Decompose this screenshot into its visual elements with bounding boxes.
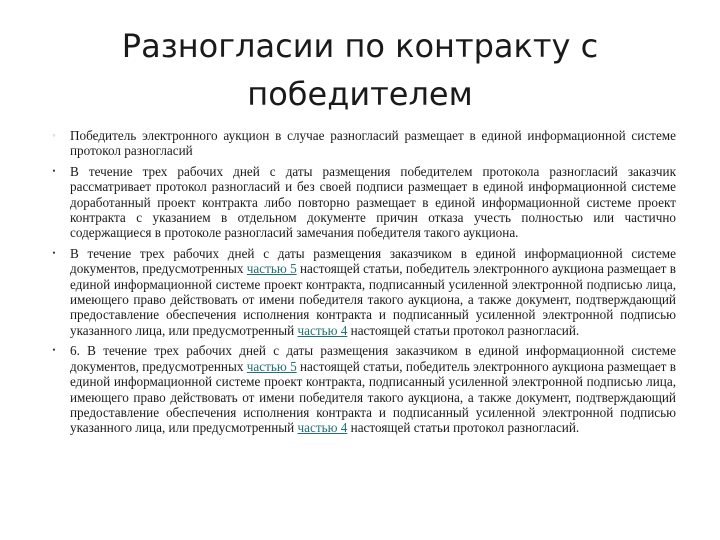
law-part-link[interactable]: частью 4 [297,322,348,338]
bullet-text-segment: настоящей статьи, победитель электронного аукциона размещает в единой информационной системе проект контракта, подписанный усиленной электронной подписью лица, имеющего право действовать от имени победителя такого аукциона, а также документ, подтверждающий предоставление обеспечения исполнения контракта и подписанный усиленной электронной подписью указанного лица, или предусмотренный [70,358,676,436]
bullet-item [48,164,676,241]
bullet-text-segment: настоящей статьи протокол разногласий. [347,322,580,338]
bullet-text [70,246,676,338]
bullet-item [48,246,676,338]
law-part-link[interactable]: частью 5 [246,261,297,277]
bullet-marker: ◦ [52,130,56,140]
law-part-link[interactable]: частью 5 [246,358,297,374]
bullet-text-segment: В течение трех рабочих дней с даты размещения заказчиком в единой информационной системе документов, предусмотренных [70,245,676,277]
bullet-text-segment: Победитель электронного аукцион в случае разногласий размещает в единой информационной системе протокол разногласий [70,128,676,159]
bullet-text-segment: настоящей статьи, победитель электронного аукциона размещает в единой информационной системе проект контракта, подписанный усиленной электронной подписью лица, имеющего право действовать от имени победителя такого аукциона, а также документ, подтверждающий предоставление обеспечения исполнения контракта и подписанный усиленной электронной подписью указанного лица, или предусмотренный [70,261,676,338]
slide-title: Разногласии по контракту с победителем [121,27,599,113]
bullet-marker: • [52,345,56,356]
bullet-text-segment: настоящей статьи протокол разногласий. [347,420,580,436]
law-part-link[interactable]: частью 4 [297,420,348,436]
bullet-list [48,128,676,441]
bullet-marker: • [52,247,56,258]
bullet-marker: • [52,165,56,176]
bullet-text [70,343,676,435]
bullet-text-segment: В течение трех рабочих дней с даты размещения победителем протокола разногласий заказчик рассматривает протокол разногласий и без своей подписи размещает в единой информационной системе доработанный проект контракта либо повторно размещает в единой информационной системе проект контракта с указанием в отдельном документе причин отказа учесть полностью или частично содержащиеся в протоколе разногласий замечания победителя такого аукциона. [70,163,676,241]
bullet-item [48,128,676,159]
bullet-text [70,128,676,158]
bullet-text [70,164,676,241]
bullet-item [48,343,676,435]
bullet-text-segment: 6. В течение трех рабочих дней с даты размещения заказчиком в единой информационной системе документов, предусмотренных [70,343,676,374]
